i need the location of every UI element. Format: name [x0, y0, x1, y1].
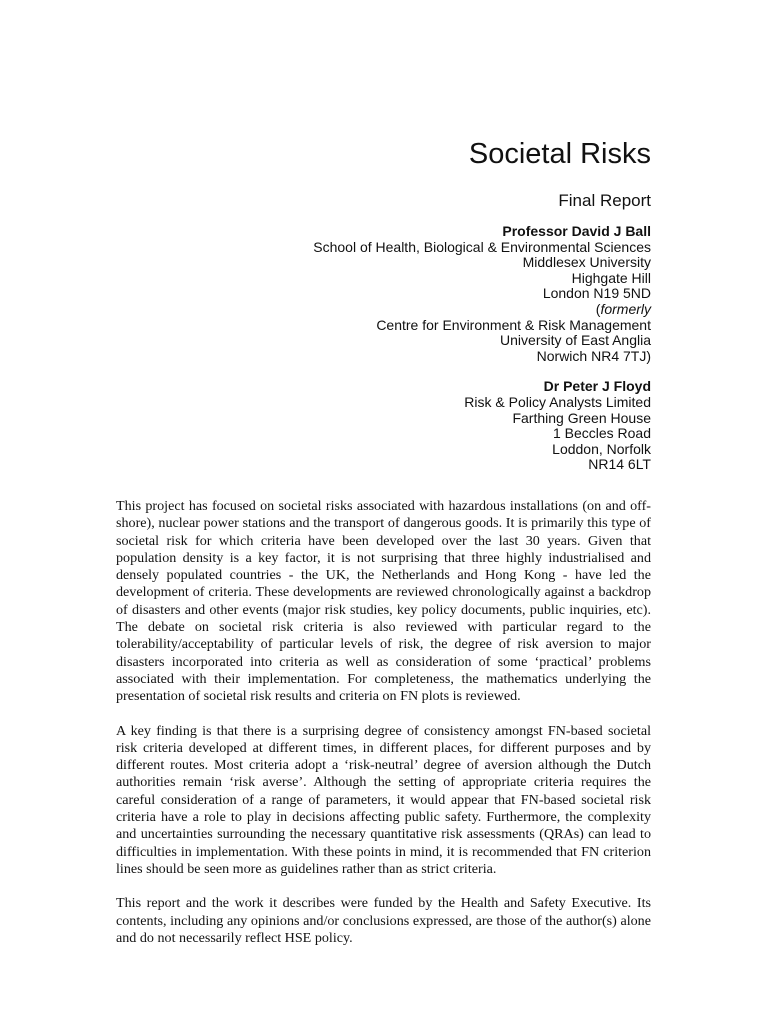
address-line: Highgate Hill [571, 269, 651, 286]
address-line: Middlesex University [522, 254, 651, 271]
former-address-line: Centre for Environment & Risk Management [376, 316, 651, 333]
former-address-line: University of East Anglia [500, 332, 651, 349]
document-subtitle: Final Report [558, 191, 651, 210]
document-title: Societal Risks [468, 138, 651, 170]
title-block [91, 136, 651, 473]
address-line: Farthing Green House [512, 409, 651, 426]
address-line: School of Health, Biological & Environmental Sciences [313, 238, 651, 255]
formerly-paren: ( [595, 300, 601, 317]
author-name: Professor David J Ball [502, 223, 651, 239]
address-line: 1 Beccles Road [552, 425, 651, 442]
paragraph: This project has focused on societal risks associated with hazardous installations (on and off-shore), nuclear power stations and the transport of dangerous goods. It is primarily this type of societal risk for which criteria have been developed over the last 30 years. Given that population density is a key factor, it is not surprising that three highly industrialised and densely populated countries - the UK, the Netherlands and Hong Kong - have led the development of criteria. These developments are reviewed chronologically against a backdrop of disasters and other events (major risk studies, key policy documents, public inquiries, etc). The debate on societal risk criteria is also reviewed with particular regard to the tolerability/acceptability of particular levels of risk, the degree of risk aversion to major disasters incorporated into criteria as well as consideration of some ‘practical’ problems associated with their implementation. For completeness, the mathematics underlying the presentation of societal risk results and criteria on FN plots is reviewed. [116, 498, 651, 705]
author-name: Dr Peter J Floyd [543, 378, 651, 395]
formerly-word: formerly [600, 300, 651, 317]
paragraph: A key finding is that there is a surprising degree of consistency amongst FN-based societal risk criteria developed at different times, in different places, for different purposes and by different routes. Most criteria adopt a ‘risk-neutral’ degree of aversion although the Dutch authorities remain ‘risk averse’. Although the setting of appropriate criteria requires the careful consideration of a range of parameters, it would appear that FN-based societal risk criteria have a role to play in decisions affecting public safety. Furthermore, the complexity and uncertainties surrounding the necessary quantitative risk assessments (QRAs) can lead to difficulties in implementation. With these points in mind, it is recommended that FN criterion lines should be seen more as guidelines rather than as strict criteria. [116, 722, 651, 877]
former-address-line: Norwich NR4 7TJ) [536, 347, 651, 364]
address-line: London N19 5ND [542, 285, 651, 302]
author-block-floyd [91, 379, 651, 473]
address-line: NR14 6LT [588, 456, 651, 473]
formerly-line [91, 302, 651, 318]
author-block-ball [91, 224, 651, 364]
address-line: Loddon, Norfolk [552, 440, 651, 457]
address-line: Risk & Policy Analysts Limited [464, 393, 651, 410]
abstract-body [116, 498, 651, 964]
paragraph: This report and the work it describes were funded by the Health and Safety Executive. Its contents, including any opinions and/or conclusions expressed, are those of the author(s) alone and do not necessarily reflect HSE policy. [116, 895, 651, 946]
